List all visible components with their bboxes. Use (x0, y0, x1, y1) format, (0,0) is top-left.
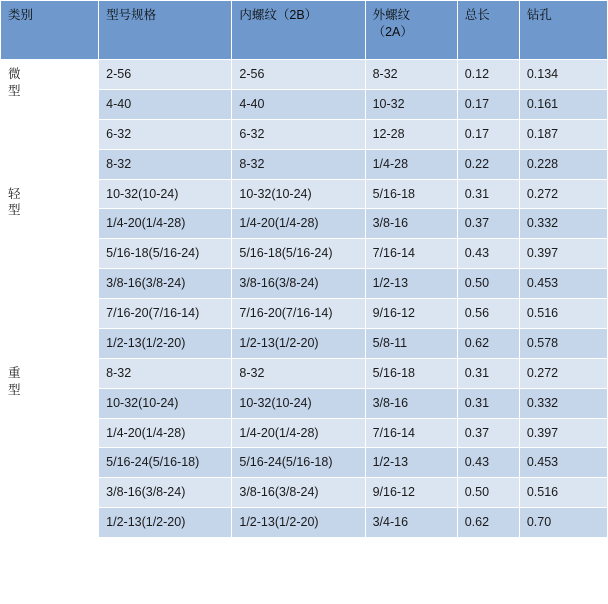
drill-cell: 0.272 (519, 179, 607, 209)
drill-cell: 0.272 (519, 358, 607, 388)
external-thread-cell: 1/4-28 (365, 149, 457, 179)
drill-cell: 0.70 (519, 508, 607, 538)
internal-thread-cell: 8-32 (232, 149, 365, 179)
total-length-cell: 0.17 (457, 119, 519, 149)
internal-thread-cell: 3/8-16(3/8-24) (232, 269, 365, 299)
total-length-cell: 0.31 (457, 179, 519, 209)
internal-thread-cell: 7/16-20(7/16-14) (232, 299, 365, 329)
internal-thread-cell: 5/16-24(5/16-18) (232, 448, 365, 478)
total-length-cell: 0.62 (457, 508, 519, 538)
category-label-line: 型 (8, 83, 21, 98)
drill-cell: 0.161 (519, 89, 607, 119)
internal-thread-cell: 10-32(10-24) (232, 179, 365, 209)
model-cell: 1/2-13(1/2-20) (99, 328, 232, 358)
category-label-line: 重 (8, 365, 21, 380)
model-cell: 10-32(10-24) (99, 179, 232, 209)
total-length-cell: 0.31 (457, 358, 519, 388)
column-header-external-thread-line2: （2A） (372, 24, 413, 39)
drill-cell: 0.228 (519, 149, 607, 179)
external-thread-cell: 1/2-13 (365, 448, 457, 478)
internal-thread-cell: 1/4-20(1/4-28) (232, 418, 365, 448)
external-thread-cell: 7/16-14 (365, 239, 457, 269)
model-cell: 1/4-20(1/4-28) (99, 209, 232, 239)
drill-cell: 0.453 (519, 269, 607, 299)
drill-cell: 0.453 (519, 448, 607, 478)
internal-thread-cell: 10-32(10-24) (232, 388, 365, 418)
external-thread-cell: 3/4-16 (365, 508, 457, 538)
category-cell (1, 60, 99, 180)
category-label-line: 型 (8, 203, 21, 218)
internal-thread-cell: 1/2-13(1/2-20) (232, 508, 365, 538)
total-length-cell: 0.62 (457, 328, 519, 358)
column-header-total-length: 总长 (457, 1, 519, 60)
total-length-cell: 0.43 (457, 448, 519, 478)
table-row (1, 358, 608, 388)
table-row (1, 179, 608, 209)
total-length-cell: 0.43 (457, 239, 519, 269)
external-thread-cell: 5/16-18 (365, 358, 457, 388)
drill-cell: 0.134 (519, 60, 607, 90)
external-thread-cell: 7/16-14 (365, 418, 457, 448)
internal-thread-cell: 6-32 (232, 119, 365, 149)
column-header-internal-thread: 内螺纹（2B） (232, 1, 365, 60)
internal-thread-cell: 2-56 (232, 60, 365, 90)
model-cell: 8-32 (99, 149, 232, 179)
drill-cell: 0.516 (519, 299, 607, 329)
external-thread-cell: 3/8-16 (365, 209, 457, 239)
drill-cell: 0.578 (519, 328, 607, 358)
total-length-cell: 0.12 (457, 60, 519, 90)
model-cell: 1/2-13(1/2-20) (99, 508, 232, 538)
column-header-external-thread-line1: 外螺纹 (372, 8, 411, 22)
total-length-cell: 0.50 (457, 269, 519, 299)
internal-thread-cell: 5/16-18(5/16-24) (232, 239, 365, 269)
table-header (1, 1, 608, 60)
model-cell: 3/8-16(3/8-24) (99, 478, 232, 508)
drill-cell: 0.516 (519, 478, 607, 508)
category-label-line: 轻 (8, 186, 21, 201)
drill-cell: 0.332 (519, 388, 607, 418)
total-length-cell: 0.37 (457, 418, 519, 448)
category-cell (1, 358, 99, 537)
category-label-line: 微 (8, 67, 21, 81)
column-header-external-thread (365, 1, 457, 60)
model-cell: 4-40 (99, 89, 232, 119)
total-length-cell: 0.17 (457, 89, 519, 119)
column-header-category: 类别 (1, 1, 99, 60)
category-label-line: 型 (8, 382, 21, 397)
model-cell: 3/8-16(3/8-24) (99, 269, 232, 299)
table-header-row (1, 1, 608, 60)
external-thread-cell: 9/16-12 (365, 299, 457, 329)
model-cell: 5/16-18(5/16-24) (99, 239, 232, 269)
external-thread-cell: 12-28 (365, 119, 457, 149)
total-length-cell: 0.37 (457, 209, 519, 239)
internal-thread-cell: 4-40 (232, 89, 365, 119)
model-cell: 5/16-24(5/16-18) (99, 448, 232, 478)
drill-cell: 0.187 (519, 119, 607, 149)
external-thread-cell: 5/16-18 (365, 179, 457, 209)
total-length-cell: 0.56 (457, 299, 519, 329)
external-thread-cell: 5/8-11 (365, 328, 457, 358)
model-cell: 6-32 (99, 119, 232, 149)
total-length-cell: 0.22 (457, 149, 519, 179)
model-cell: 7/16-20(7/16-14) (99, 299, 232, 329)
total-length-cell: 0.50 (457, 478, 519, 508)
total-length-cell: 0.31 (457, 388, 519, 418)
internal-thread-cell: 8-32 (232, 358, 365, 388)
internal-thread-cell: 1/2-13(1/2-20) (232, 328, 365, 358)
external-thread-cell: 1/2-13 (365, 269, 457, 299)
model-cell: 1/4-20(1/4-28) (99, 418, 232, 448)
table-body (1, 60, 608, 538)
table-row (1, 60, 608, 90)
internal-thread-cell: 3/8-16(3/8-24) (232, 478, 365, 508)
external-thread-cell: 3/8-16 (365, 388, 457, 418)
model-cell: 2-56 (99, 60, 232, 90)
drill-cell: 0.332 (519, 209, 607, 239)
column-header-model: 型号规格 (99, 1, 232, 60)
external-thread-cell: 10-32 (365, 89, 457, 119)
category-cell (1, 179, 99, 358)
drill-cell: 0.397 (519, 239, 607, 269)
external-thread-cell: 8-32 (365, 60, 457, 90)
model-cell: 8-32 (99, 358, 232, 388)
drill-cell: 0.397 (519, 418, 607, 448)
model-cell: 10-32(10-24) (99, 388, 232, 418)
external-thread-cell: 9/16-12 (365, 478, 457, 508)
internal-thread-cell: 1/4-20(1/4-28) (232, 209, 365, 239)
column-header-drill: 钻孔 (519, 1, 607, 60)
